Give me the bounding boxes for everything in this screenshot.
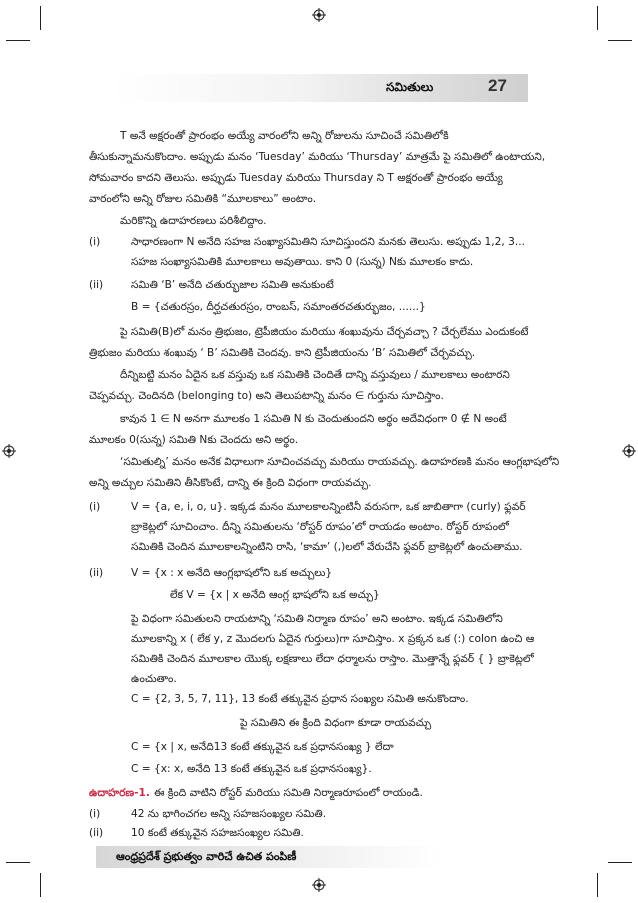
item-line: V = {a, e, i, o, u}. ఇక్కడ మనం మూలకాలన్నింటినీ వరుసగా, ఒక జాబితాగా (curly) ఫ్లవర్	[131, 501, 526, 513]
paragraph-line: పై సమితి(B)లో మనం త్రిభుజం, ట్రెపీజియం మరియు శంఖువును చేర్చవచ్చా ? చేర్చలేము ఎందుకంటే	[120, 326, 529, 338]
paragraph-line: చెప్పవచ్చు. చెందినది (belonging to) అని తెలుపటాన్ని మనం ∈ గుర్తును సూచిస్తాం.	[89, 390, 444, 402]
item-label: (i)	[89, 501, 101, 513]
set-c-note: పై సమితిని ఈ క్రింది విధంగా కూడా రాయవచ్చు	[240, 717, 432, 729]
paragraph-line: దీన్నిబట్టి మనం ఏదైన ఒక వస్తువు ఒక సమితికి చెందితే దాన్ని వస్తువులు / మూలకాలు అంటారని	[120, 369, 510, 381]
example-text: ఈ క్రింది వాటిని రోస్టర్ మరియు సమితి నిర్మాణరూపంలో రాయండి.	[154, 787, 423, 799]
set-c-builder: C = {x: x, అనేది 13 కంటే తక్కువైన ఒక ప్రధానసంఖ్య}.	[131, 763, 372, 775]
set-c: C = {2, 3, 5, 7, 11}, 13 కంటే తక్కువైన ప్రధాన సంఖ్యల సమితి అనుకొందాం.	[131, 693, 469, 705]
set-c-builder: C = {x | x, అనేది13 కంటే తక్కువైన ఒక ప్రధానసంఖ్య } లేదా	[131, 741, 394, 753]
paragraph-line: మూలకం 0(సున్న) సమితి Nకు చెందదు అని అర్థం.	[89, 434, 299, 446]
item-label: (i)	[89, 236, 101, 248]
set-b: B = {చతురస్రం, దీర్ఘచతురస్రం, రాంబస్, సమాంతరచతుర్భుజం, ......}	[131, 301, 426, 313]
paragraph-line: తీసుకున్నామనుకొందాం. అప్పుడు మనం ‘Tuesday’ మరియు ‘Thursday’ మాత్రమే పై సమితిలో ఉంటాయని,	[89, 151, 546, 163]
item-label: (ii)	[89, 567, 104, 579]
set-v-builder: V = {x : x అనేది ఆంగ్లభాషలోని ఒక అచ్చులు}	[131, 567, 333, 579]
example-item: 10 కంటే తక్కువైన సహజసంఖ్యల సమితి.	[131, 827, 304, 839]
item-label: (i)	[89, 808, 101, 820]
paragraph-line: T అనే అక్షరంతో ప్రారంభం అయ్యే వారంలోని అన్ని రోజులను సూచించే సమితిలోకి	[120, 130, 449, 142]
page-number: 27	[488, 76, 507, 95]
item-line: సమితి ‘B’ అనేది చతుర్భుజాల సమితి అనుకుంటే	[131, 279, 334, 291]
paragraph-line: ఉంచుతాం.	[131, 673, 177, 685]
item-line: బ్రాకెట్లలో సూచించాం. దీన్ని సమితులను ‘రోస్టర్ రూపం’లో రాయడం అంటాం. రోస్టర్ రూపంలో	[131, 521, 509, 533]
paragraph-line: సోమవారం కాదని తెలుసు. అప్పుడు Tuesday మరియు Thursday ని T అక్షరంతో ప్రారంభం అయ్యే	[89, 172, 503, 184]
example-label: ఉదాహరణ-1.	[89, 787, 150, 799]
paragraph-line: కావున 1 ∈ N అనగా మూలకం 1 సమితి N కు చెందుతుందని అర్థం అదేవిధంగా 0 ∉ N అంటే	[120, 413, 507, 425]
paragraph-line: త్రిభుజం మరియు శంఖువు ‘ B’ సమితికి చెందవు. కాని ట్రెపీజియంను ‘B’ సమితిలో చేర్చవచ్చు.	[89, 347, 476, 359]
paragraph-line: వారంలోని అన్ని రోజుల సమితికి “మూలకాలు” అంటాం.	[89, 193, 317, 205]
paragraph-line: పై విధంగా సమితులని రాయటాన్ని ‘సమితి నిర్మాణ రూపం’ అని అంటాం. ఇక్కడ సమితిలోని	[131, 613, 503, 625]
item-line: సహజ సంఖ్యాసమితికి మూలకాలు అవుతాయి. కాని 0 (సున్న) Nకు మూలకం కాదు.	[131, 256, 474, 268]
set-v-builder-alt: లేక V = {x | x అనేది ఆంగ్ల భాషలోని ఒక అచ్చు}	[170, 589, 380, 601]
section-title: సమితులు	[386, 80, 434, 94]
item-line: సాధారణంగా N అనేది సహజ సంఖ్యాసమితిని సూచిస్తుందని మనకు తెలుసు. అప్పుడు 1,2, 3...	[131, 236, 525, 248]
example-item: 42 ను భాగించగల అన్ని సహజసంఖ్యల సమితి.	[131, 808, 327, 820]
footer-text: ఆంధ్రప్రదేశ్ ప్రభుత్వం వారిచే ఉచిత పంపిణీ	[116, 850, 297, 863]
paragraph-line: సమితికి చెందిన మూలకాల యొక్క లక్షణాలు లేదా ధర్మాలను రాస్తాం. మొత్తాన్నే ఫ్లవర్ { } బ్రాకెట్లలో	[131, 653, 534, 665]
paragraph-line: ‘సమితుల్ని’ మనం అనేక విధాలుగా సూచించవచ్చు మరియు రాయవచ్చు. ఉదాహరణకి మనం ఆంగ్లభాషలోని	[120, 456, 560, 468]
paragraph-line: మరికొన్ని ఉదాహరణలు పరిశీలిద్దాం.	[120, 215, 267, 227]
item-label: (ii)	[89, 827, 104, 839]
item-line: సమితికి చెందిన మూలకాలన్నింటిని రాసి, ‘కామా’ (,)లలో వేరుచేసి ఫ్లవర్ బ్రాకెట్లలో ఉంచుతాము.	[131, 541, 523, 553]
paragraph-line: మూలకాన్ని x ( లేక y, z మొదలగు ఏదైన గుర్తులు)గా సూచిస్తాం. x ప్రక్కన ఒక (:) colon ఉంచి ఆ	[131, 633, 535, 645]
paragraph-line: అన్ని అచ్చుల సమితిని తీసికొంటే, దాన్ని ఈ క్రింది విధంగా రాయవచ్చు.	[89, 477, 372, 489]
item-label: (ii)	[89, 279, 104, 291]
